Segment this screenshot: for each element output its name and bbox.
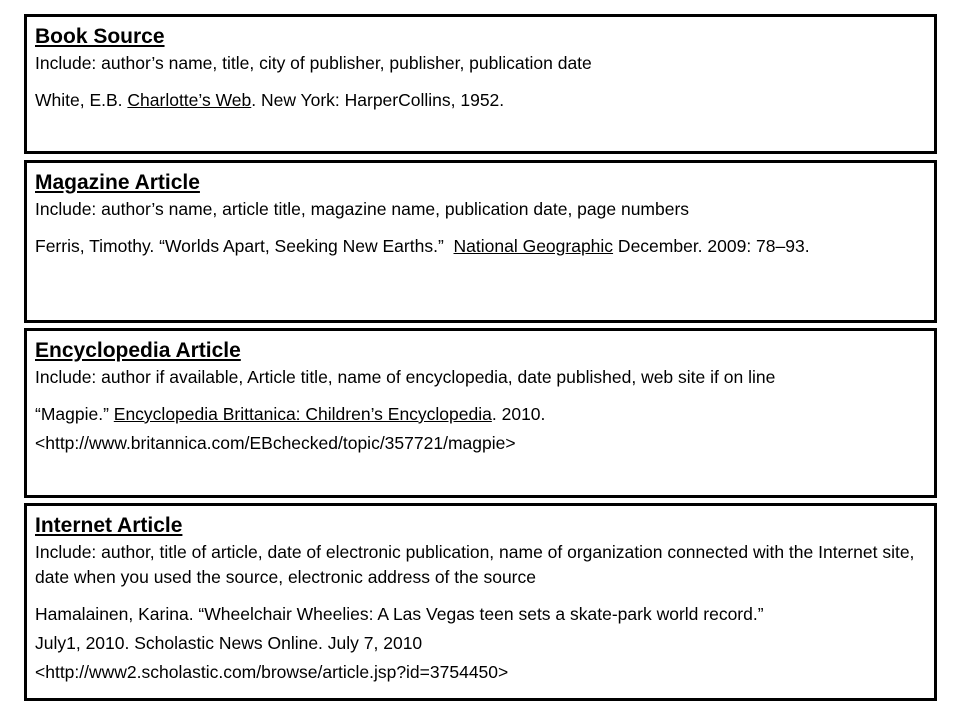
internet-article-include: Include: author, title of article, date of electronic publication, name of organization connected with the Internet site, date when you used the source, electronic address of the source	[35, 542, 915, 587]
citation-title: Charlotte’s Web	[127, 90, 252, 110]
citation-title: National Geographic	[453, 236, 614, 256]
book-source-box	[24, 14, 937, 154]
magazine-article-box	[24, 160, 937, 323]
magazine-article-include: Include: author’s name, article title, magazine name, publication date, page numbers	[35, 199, 690, 219]
citation-text: December. 2009: 78–93.	[613, 236, 810, 256]
book-source-heading: Book Source	[35, 25, 165, 48]
magazine-article-heading: Magazine Article	[35, 171, 200, 194]
magazine-article-citation	[35, 232, 926, 261]
citation-text: White, E.B.	[35, 90, 128, 110]
citation-url: <http://www2.scholastic.com/browse/article.jsp?id=3754450>	[35, 662, 509, 682]
citation-text: Hamalainen, Karina. “Wheelchair Wheelies: A Las Vegas teen sets a skate-park world record.”	[35, 604, 764, 624]
citation-title: Encyclopedia Brittanica: Children’s Encyclopedia	[113, 404, 492, 424]
internet-article-citation	[35, 600, 926, 687]
citation-text: July1, 2010. Scholastic News Online. July 7, 2010	[35, 633, 423, 653]
book-source-include: Include: author’s name, title, city of publisher, publisher, publication date	[35, 53, 592, 73]
citation-text: “Magpie.”	[35, 404, 114, 424]
internet-article-heading: Internet Article	[35, 514, 183, 537]
citation-text: Ferris, Timothy. “Worlds Apart, Seeking New Earths.”	[35, 236, 454, 256]
encyclopedia-article-box	[24, 328, 937, 498]
book-source-citation	[35, 86, 926, 115]
encyclopedia-article-heading: Encyclopedia Article	[35, 339, 241, 362]
citation-text: . 2010.	[491, 404, 546, 424]
citation-url: <http://www.britannica.com/EBchecked/topic/357721/magpie>	[35, 433, 516, 453]
encyclopedia-article-citation	[35, 400, 926, 458]
internet-article-box	[24, 503, 937, 701]
citation-text: . New York: HarperCollins, 1952.	[251, 90, 505, 110]
encyclopedia-article-include: Include: author if available, Article title, name of encyclopedia, date published, web site if on line	[35, 367, 776, 387]
